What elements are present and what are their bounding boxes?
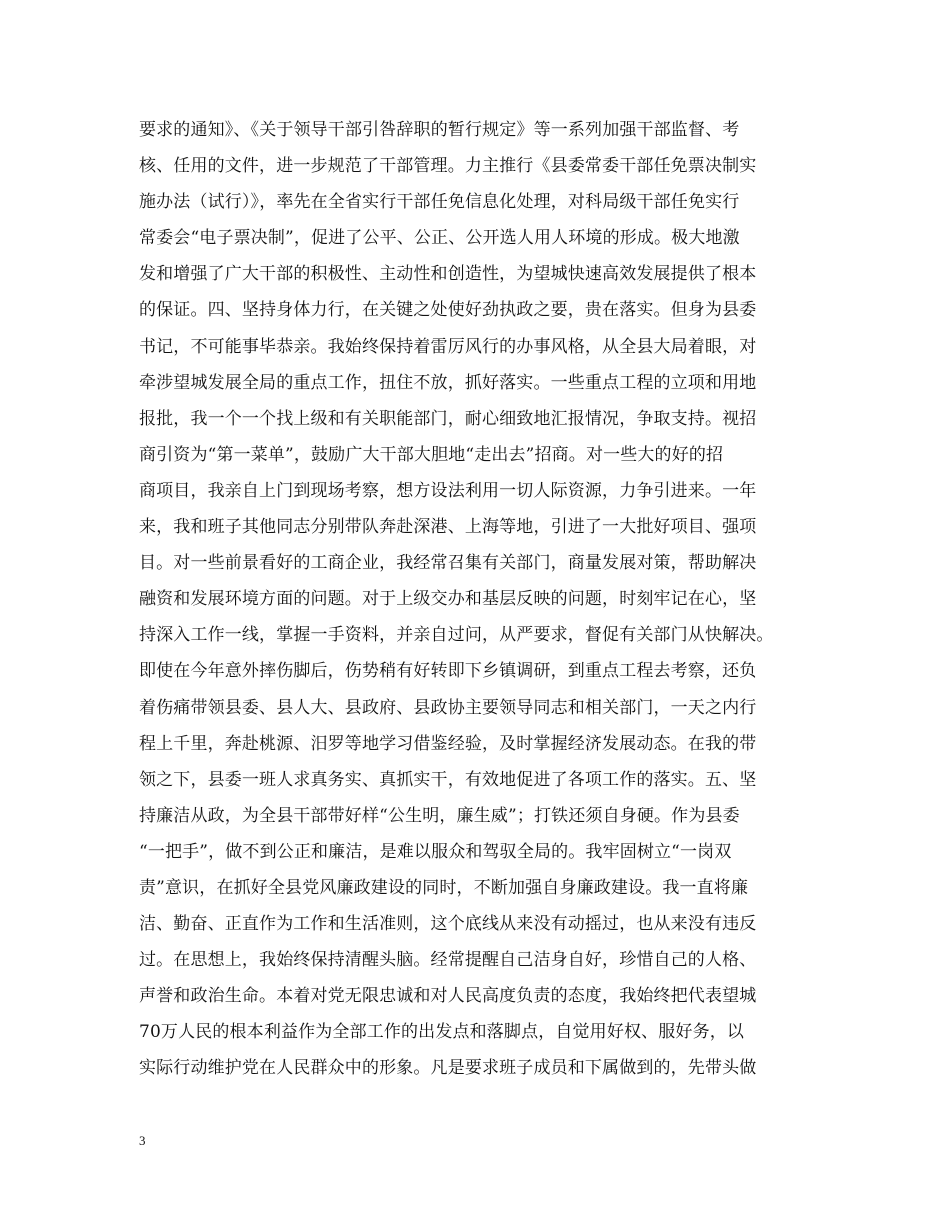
text-line: 目。对一些前景看好的工商企业，我经常召集有关部门，商量发展对策，帮助解决 bbox=[139, 553, 757, 574]
text-line: 融资和发展环境方面的问题。对于上级交办和基层反映的问题，时刻牢记在心，坚 bbox=[139, 589, 757, 610]
text-line: 牵涉望城发展全局的重点工作，扭住不放，抓好落实。一些重点工程的立项和用地 bbox=[139, 372, 757, 393]
text-line: 声誉和政治生命。本着对党无限忠诚和对人民高度负责的态度，我始终把代表望城 bbox=[139, 986, 757, 1007]
text-line: 洁、勤奋、正直作为工作和生活准则，这个底线从来没有动摇过，也从来没有违反 bbox=[139, 914, 757, 935]
text-line: 常委会“电子票决制”，促进了公平、公正、公开选人用人环境的形成。极大地激 bbox=[139, 228, 740, 249]
text-line: 责”意识，在抓好全县党风廉政建设的同时，不断加强自身廉政建设。我一直将廉 bbox=[139, 877, 749, 898]
body-text bbox=[139, 112, 819, 1087]
text-line: 持廉洁从政，为全县干部带好样“公生明，廉生威”；打铁还须自身硬。作为县委 bbox=[139, 805, 740, 826]
text-line: 商项目，我亲自上门到现场考察，想方设法利用一切人际资源，力争引进来。一年 bbox=[139, 480, 757, 501]
text-line: 的保证。四、坚持身体力行，在关键之处使好劲执政之要，贵在落实。但身为县委 bbox=[139, 300, 757, 321]
text-line: 实际行动维护党在人民群众中的形象。凡是要求班子成员和下属做到的，先带头做 bbox=[139, 1058, 757, 1079]
text-line: 要求的通知》、《关于领导干部引咎辞职的暂行规定》等一系列加强干部监督、考 bbox=[139, 120, 740, 140]
text-line: 报批，我一个一个找上级和有关职能部门，耐心细致地汇报情况，争取支持。视招 bbox=[139, 408, 757, 429]
text-line: 施办法（试行）》，率先在全省实行干部任免信息化处理，对科局级干部任免实行 bbox=[139, 192, 740, 213]
text-line: 来，我和班子其他同志分别带队奔赴深港、上海等地，引进了一大批好项目、强项 bbox=[139, 517, 757, 538]
text-line: 商引资为“第一菜单”，鼓励广大干部大胆地“走出去”招商。对一些大的好的招 bbox=[139, 444, 724, 465]
text-line: 即使在今年意外摔伤脚后，伤势稍有好转即下乡镇调研，到重点工程去考察，还负 bbox=[139, 661, 757, 682]
text-line: 程上千里，奔赴桃源、汨罗等地学习借鉴经验，及时掌握经济发展动态。在我的带 bbox=[139, 733, 757, 754]
text-line: 着伤痛带领县委、县人大、县政府、县政协主要领导同志和相关部门，一天之内行 bbox=[139, 697, 757, 718]
text-line: 持深入工作一线，掌握一手资料，并亲自过问，从严要求，督促有关部门从快解决。 bbox=[139, 625, 774, 646]
text-line: 过。在思想上，我始终保持清醒头脑。经常提醒自己洁身自好，珍惜自己的人格、 bbox=[139, 950, 757, 971]
page-number: 3 bbox=[139, 1133, 146, 1148]
text-line: 书记，不可能事毕恭亲。我始终保持着雷厉风行的办事风格，从全县大局着眼，对 bbox=[139, 336, 757, 357]
text-line: “一把手”，做不到公正和廉洁，是难以服众和驾驭全局的。我牢固树立“一岗双 bbox=[139, 841, 732, 862]
text-line: 发和增强了广大干部的积极性、主动性和创造性，为望城快速高效发展提供了根本 bbox=[139, 264, 757, 285]
text-line: 领之下，县委一班人求真务实、真抓实干，有效地促进了各项工作的落实。五、坚 bbox=[139, 769, 757, 790]
text-line: 70万人民的根本利益作为全部工作的出发点和落脚点，自觉用好权、服好务，以 bbox=[139, 1022, 745, 1043]
text-line: 核、任用的文件，进一步规范了干部管理。力主推行《县委常委干部任免票决制实 bbox=[139, 156, 757, 177]
